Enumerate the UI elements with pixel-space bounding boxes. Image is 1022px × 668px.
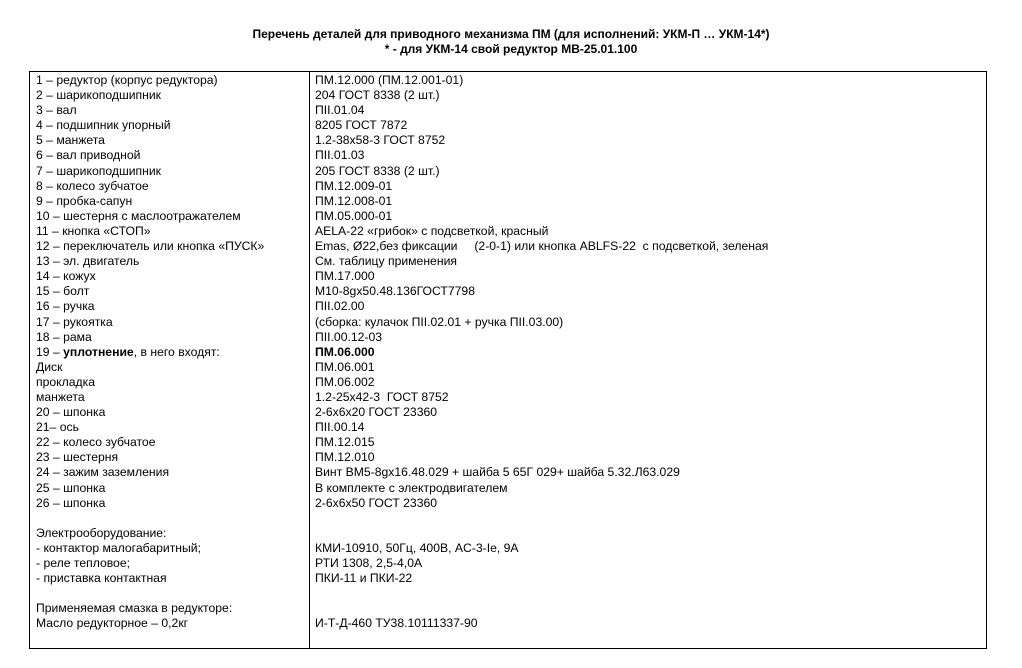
part-name-cell: 15 – болт — [36, 284, 90, 299]
part-spec-cell: ПII.02.00 — [315, 299, 365, 314]
part-spec-cell: ПМ.12.010 — [315, 450, 375, 465]
part-spec-cell: ПМ.06.000 — [315, 344, 375, 359]
part-spec-cell: РТИ 1308, 2,5-4,0А — [315, 556, 423, 570]
part-spec-cell: 2-6х6х20 ГОСТ 23360 — [315, 405, 438, 420]
part-spec-cell: ПII.01.04 — [315, 103, 365, 118]
part-name-cell: 6 – вал приводной — [36, 148, 141, 163]
part-name-cell: 9 – пробка-сапун — [36, 193, 133, 208]
part-spec-cell: ПМ.06.002 — [315, 374, 375, 389]
part-name-cell: 21– ось — [36, 420, 79, 435]
part-spec-cell: ПКИ-11 и ПКИ-22 — [315, 571, 413, 586]
part-name-cell: прокладка — [36, 374, 96, 389]
part-spec-cell: Винт ВМ5-8gх16.48.029 + шайба 5 65Г 029+ шайба 5.32.Л63.029 — [315, 465, 680, 480]
column-divider — [309, 72, 310, 648]
part-name-cell: 10 – шестерня с маслоотражателем — [36, 208, 241, 223]
part-spec-cell: ПМ.12.000 (ПМ.12.001-01) — [315, 73, 464, 87]
part-spec-cell: 204 ГОСТ 8338 (2 шт.) — [315, 88, 440, 103]
part-spec-cell: 205 ГОСТ 8338 (2 шт.) — [315, 163, 440, 178]
parts-spec-column — [315, 73, 975, 631]
part-name-cell: Диск — [36, 359, 63, 374]
part-name-cell: 14 – кожух — [36, 269, 96, 284]
part-name-cell: - реле тепловое; — [36, 556, 131, 570]
part-name-cell: 3 – вал — [36, 103, 77, 118]
part-name-cell: 25 – шпонка — [36, 480, 106, 495]
part-name-cell: 17 – рукоятка — [36, 314, 113, 329]
part-name-cell: 22 – колесо зубчатое — [36, 435, 156, 450]
part-name-cell: Применяемая смазка в редукторе: — [36, 601, 233, 616]
part-name-cell: 24 – зажим заземления — [36, 465, 170, 480]
part-spec-cell: ПМ.12.009-01 — [315, 178, 393, 193]
part-name-cell: 12 – переключатель или кнопка «ПУСК» — [36, 239, 265, 254]
part-name-cell: 7 – шарикоподшипник — [36, 163, 161, 178]
part-spec-cell: ПII.00.12-03 — [315, 329, 383, 344]
part-name-cell: - приставка контактная — [36, 571, 167, 586]
part-spec-cell: 1.2-25х42-3 ГОСТ 8752 — [315, 389, 449, 404]
part-name-cell: 26 – шпонка — [36, 495, 106, 510]
parts-table — [29, 71, 987, 649]
part-name-cell: 23 – шестерня — [36, 450, 119, 465]
part-spec-cell — [315, 526, 975, 541]
part-name-suffix: , в него входят: — [133, 344, 220, 359]
document-title: Перечень деталей для приводного механизма ПМ (для исполнений: УКМ-П … УКМ-14*) — [252, 27, 770, 41]
part-spec-cell: (сборка: кулачок ПII.02.01 + ручка ПII.03.00) — [315, 314, 564, 329]
parts-name-column — [36, 73, 306, 631]
part-spec-cell: ПМ.05.000-01 — [315, 208, 393, 223]
part-spec-cell: ПII.00.14 — [315, 420, 365, 435]
part-name-prefix: 19 – — [36, 344, 64, 359]
part-name-cell: Электрооборудование: — [36, 525, 167, 540]
part-name-bold: уплотнение — [63, 344, 134, 359]
part-spec-cell: ПМ.17.000 — [315, 269, 375, 284]
part-name-cell: - контактор малогабаритный; — [36, 540, 201, 555]
part-name-cell: 1 – редуктор (корпус редуктора) — [36, 73, 218, 87]
part-spec-cell — [315, 511, 975, 526]
part-name-cell: 20 – шпонка — [36, 405, 106, 420]
part-name-cell — [36, 586, 306, 601]
part-name-cell: 13 – эл. двигатель — [36, 254, 140, 269]
part-name-cell: 5 – манжета — [36, 133, 105, 148]
part-spec-cell: ПМ.12.008-01 — [315, 193, 393, 208]
part-name-cell: 4 – подшипник упорный — [36, 118, 171, 133]
part-spec-cell: М10-8gх50.48.136ГОСТ7798 — [315, 284, 475, 299]
part-name-cell — [36, 511, 306, 526]
part-spec-cell: AELA-22 «грибок» с подсветкой, красный — [315, 223, 549, 238]
part-name-cell: Масло редукторное – 0,2кг — [36, 616, 189, 631]
part-spec-cell: В комплекте с электродвигателем — [315, 480, 508, 495]
part-name-cell — [36, 345, 306, 360]
part-name-cell: манжета — [36, 389, 85, 404]
part-spec-cell — [315, 586, 975, 601]
document-header — [0, 27, 1022, 57]
part-spec-cell: ПМ.06.001 — [315, 359, 375, 374]
part-spec-cell: 8205 ГОСТ 7872 — [315, 118, 408, 133]
part-spec-cell: И-Т-Д-460 ТУ38.10111337-90 — [315, 616, 478, 631]
part-name-cell: 11 – кнопка «СТОП» — [36, 223, 151, 238]
part-spec-cell: Emas, Ø22,без фиксации (2-0-1) или кнопка ABLFS-22 с подсветкой, зеленая — [315, 239, 769, 254]
part-spec-cell — [315, 601, 975, 616]
part-spec-cell: КМИ-10910, 50Гц, 400В, AC-3-Ie, 9А — [315, 540, 519, 555]
part-name-cell: 18 – рама — [36, 329, 92, 344]
part-spec-cell: ПМ.12.015 — [315, 435, 375, 450]
part-name-cell: 2 – шарикоподшипник — [36, 88, 161, 103]
part-spec-cell: См. таблицу применения — [315, 254, 457, 269]
part-spec-cell: 1.2-38х58-3 ГОСТ 8752 — [315, 133, 446, 148]
part-spec-cell: 2-6х6х50 ГОСТ 23360 — [315, 495, 438, 510]
part-spec-cell: ПII.01.03 — [315, 148, 365, 163]
part-name-cell: 8 – колесо зубчатое — [36, 178, 149, 193]
document-subtitle: * - для УКМ-14 свой редуктор МВ-25.01.100 — [384, 42, 638, 56]
part-name-cell: 16 – ручка — [36, 299, 95, 314]
